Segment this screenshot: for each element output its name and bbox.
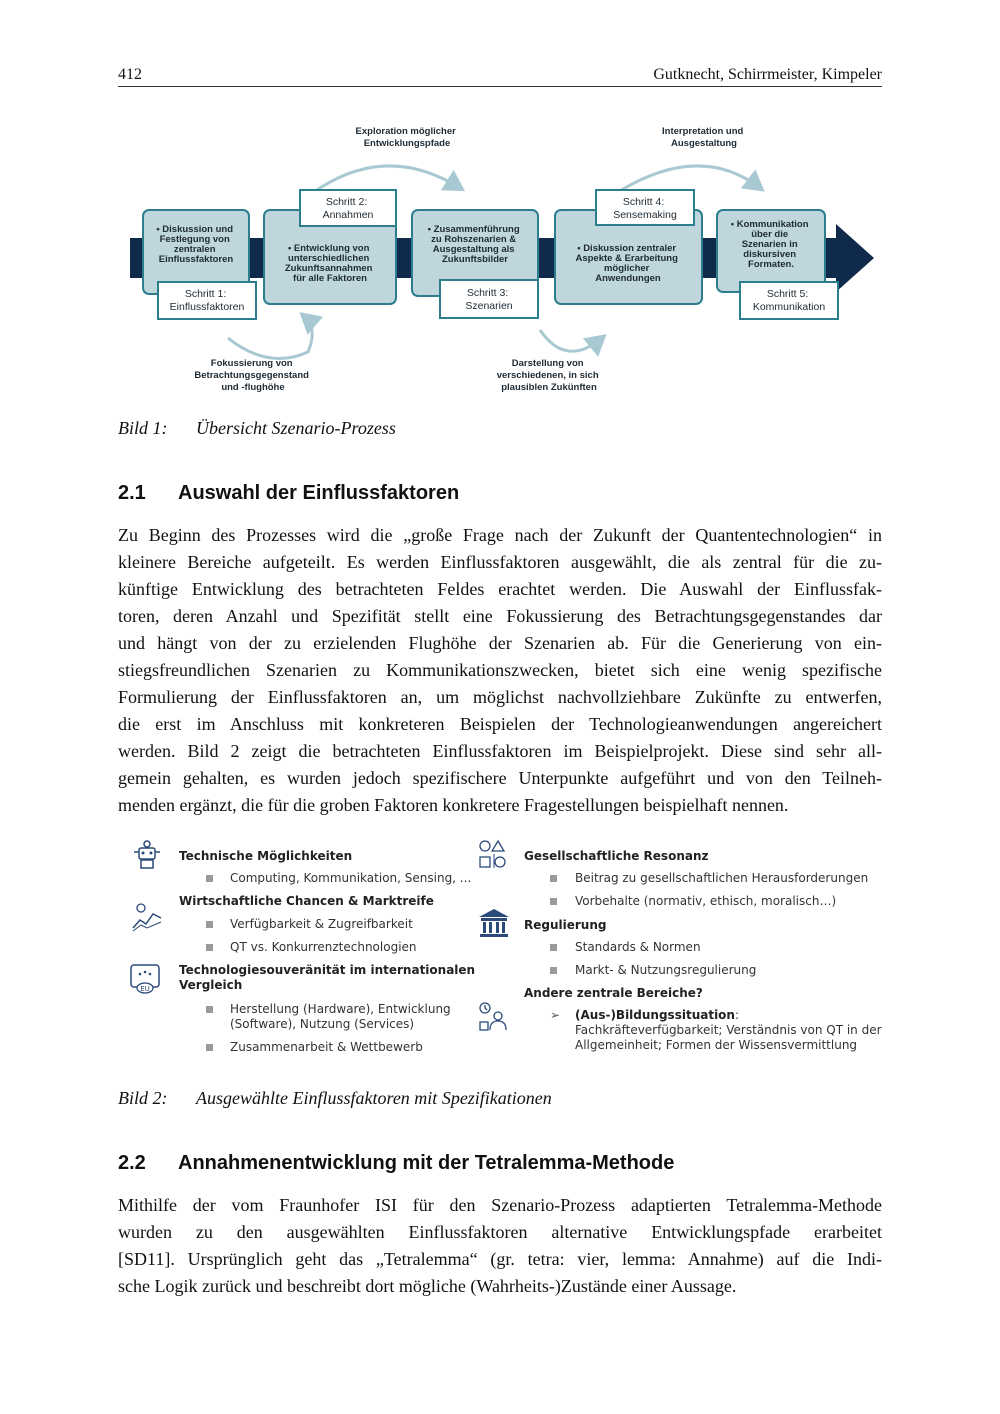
eu-flag-icon bbox=[128, 962, 162, 996]
section-2-2-number: 2.2 bbox=[118, 1152, 146, 1174]
section-2-2-title: Annahmenentwicklung mit der Tetralemma-Methode bbox=[178, 1152, 675, 1174]
bullet-square bbox=[550, 875, 557, 882]
process-box-3-text: • Zusammenführung zu Rohszenarien & Ausgestaltung als Zukunftsbilder bbox=[427, 224, 520, 265]
factor-item: Beitrag zu gesellschaftlichen Herausforderungen bbox=[575, 871, 869, 885]
section-2-2-paragraph bbox=[118, 1192, 882, 1300]
process-box-5-text: • Kommunikation über die Szenarien in diskursiven Formaten. bbox=[730, 219, 809, 270]
institution-building-icon bbox=[477, 906, 511, 940]
bullet-square bbox=[206, 875, 213, 882]
section-2-1-number: 2.1 bbox=[118, 482, 146, 504]
text-line: wurden zu den ausgewählten Einflussfaktoren alternative Entwicklungspfade erarbeitet bbox=[118, 1222, 882, 1242]
factor-item: Verfügbarkeit & Zugreifbarkeit bbox=[230, 917, 413, 931]
figure-2-caption bbox=[118, 1088, 552, 1109]
section-2-2-heading bbox=[118, 1152, 674, 1175]
robot-icon bbox=[130, 838, 164, 872]
text-line: und hängt von der zu erzielenden Flughöhe der Szenarien ab. Für die Generierung von ein- bbox=[118, 633, 882, 653]
svg-text:EU: EU bbox=[140, 985, 150, 993]
running-header-authors: Gutknecht, Schirrmeister, Kimpeler bbox=[653, 66, 882, 83]
step-1-text: Schritt 1: Einflussfaktoren bbox=[169, 288, 245, 313]
step-3-text: Schritt 3: Szenarien bbox=[465, 287, 513, 312]
factor-title-economic: Wirtschaftliche Chancen & Marktreife bbox=[179, 894, 434, 908]
bullet-square bbox=[206, 921, 213, 928]
process-box-2-text: • Entwicklung von unterschiedlichen Zukunftsannahmen für alle Faktoren bbox=[284, 243, 373, 284]
section-2-1-paragraph bbox=[118, 522, 882, 819]
text-line: Mithilfe der vom Fraunhofer ISI für den Szenario-Prozess adaptierten Tetralemma-Methode bbox=[118, 1195, 882, 1215]
bullet-square bbox=[206, 1044, 213, 1051]
text-line: stiegsfreundlichen Szenarien zu Kommunikationszwecken, bietet sich eine wenig spezifische bbox=[118, 660, 882, 680]
bullet-square bbox=[550, 967, 557, 974]
society-icon bbox=[477, 838, 511, 872]
curve-arrow-top-right bbox=[618, 166, 760, 192]
curve-arrow-bottom-left bbox=[228, 316, 312, 358]
factor-item: Standards & Normen bbox=[575, 940, 701, 954]
factor-item: Vorbehalte (normativ, ethisch, moralisch…) bbox=[575, 894, 837, 908]
text-line: [SD11]. Ursprünglich geht das „Tetralemma“ (gr. tetra: vier, lemma: Annahme) auf die Indi- bbox=[118, 1249, 882, 1269]
label-exploration: Exploration möglicher Entwicklungspfade bbox=[355, 126, 456, 149]
step-box-3 bbox=[440, 280, 538, 318]
factor-item: QT vs. Konkurrenztechnologien bbox=[230, 940, 417, 954]
figure-2-label: Bild 2: bbox=[118, 1088, 168, 1108]
process-box-1-text: • Diskussion und Festlegung von zentralen Einflussfaktoren bbox=[156, 224, 234, 265]
text-line: kleinere Bereiche aufgeteilt. Es werden Einflussfaktoren ausgewählt, die als zentral für die zu- bbox=[118, 552, 882, 572]
chevron-right-icon: ➢ bbox=[550, 1008, 561, 1022]
factor-title-other: Andere zentrale Bereiche? bbox=[524, 986, 703, 1000]
section-2-1-heading bbox=[118, 482, 459, 505]
curve-arrow-top-left bbox=[314, 166, 460, 192]
growth-chart-icon bbox=[130, 900, 164, 934]
text-line: werden. Bild 2 zeigt die betrachteten Einflussfaktoren im Beispielprojekt. Diese sind sehr all- bbox=[118, 741, 882, 761]
influence-factors-figure bbox=[122, 834, 882, 1064]
bullet-square bbox=[206, 944, 213, 951]
text-line: toren, deren Anzahl und Spezifität stellt eine Fokussierung des Betrachtungsgegenstandes dar bbox=[118, 606, 882, 626]
figure-2-caption-text: Ausgewählte Einflussfaktoren mit Spezifikationen bbox=[196, 1088, 552, 1108]
curve-arrow-bottom-right bbox=[540, 330, 602, 351]
section-2-1-title: Auswahl der Einflussfaktoren bbox=[178, 482, 460, 504]
text-line: künftige Entwicklung des betrachteten Feldes erachtet werden. Die Auswahl der Einflussfak- bbox=[118, 579, 882, 599]
process-box-4-text: • Diskussion zentraler Aspekte & Erarbeitung möglicher Anwendungen bbox=[575, 243, 678, 284]
figure-1-label: Bild 1: bbox=[118, 418, 168, 438]
text-line: gemein gehalten, es wurden jedoch spezifischere Unterpunkte aufgeführt und von den Teilneh- bbox=[118, 768, 882, 788]
step-4-text: Schritt 4: Sensemaking bbox=[613, 196, 677, 221]
scenario-process-diagram bbox=[118, 120, 882, 395]
page-number: 412 bbox=[118, 66, 142, 83]
label-fokussierung: Fokussierung von Betrachtungsgegenstand und -flughöhe bbox=[194, 358, 309, 393]
education-icon bbox=[477, 1000, 511, 1034]
factor-item: Zusammenarbeit & Wettbewerb bbox=[230, 1040, 423, 1054]
step-5-text: Schritt 5: Kommunikation bbox=[752, 288, 826, 313]
text-line: die erst im Anschluss mit konkreteren Beispielen der Technologieanwendungen angereichert bbox=[118, 714, 882, 734]
text-line: Zu Beginn des Prozesses wird die „große Frage nach der Zukunft der Quantentechnologien“ in bbox=[118, 525, 882, 545]
factor-title-sovereignty: Technologiesouveränität im internationalen Vergleich bbox=[179, 963, 476, 992]
step-2-text: Schritt 2: Annahmen bbox=[322, 196, 374, 221]
bullet-square bbox=[206, 1006, 213, 1013]
figure-1-caption-text: Übersicht Szenario-Prozess bbox=[196, 418, 396, 438]
factor-item: Herstellung (Hardware), Entwicklung (Software), Nutzung (Services) bbox=[230, 1002, 451, 1031]
text-line: Formulierung der Einflussfaktoren an, um möglichst nachvollziehbare Zukünfte zu entwerfen, bbox=[118, 687, 882, 707]
factor-title-technical: Technische Möglichkeiten bbox=[179, 849, 353, 863]
factor-title-society: Gesellschaftliche Resonanz bbox=[524, 849, 709, 863]
label-interpretation: Interpretation und Ausgestaltung bbox=[662, 126, 744, 149]
factor-item-education: (Aus-)Bildungssituation: Fachkräfteverfügbarkeit; Verständnis von QT in der Allgemeinheit; Formen der Wissensvermittlung bbox=[575, 1008, 882, 1052]
bullet-square bbox=[550, 944, 557, 951]
running-header bbox=[118, 62, 882, 87]
factor-item: Computing, Kommunikation, Sensing, ... bbox=[230, 871, 472, 885]
bullet-square bbox=[550, 898, 557, 905]
text-line: menden ergänzt, die für die groben Faktoren konkretere Fragestellungen beispielhaft nennen. bbox=[118, 795, 789, 815]
label-darstellung: Darstellung von verschiedenen, in sich plausiblen Zukünften bbox=[496, 358, 599, 393]
text-line: sche Logik zurück und beschreibt dort mögliche (Wahrheits-)Zustände einer Aussage. bbox=[118, 1276, 737, 1296]
factor-title-regulation: Regulierung bbox=[524, 918, 607, 932]
factor-item: Markt- & Nutzungsregulierung bbox=[575, 963, 757, 977]
figure-1-caption bbox=[118, 418, 396, 439]
